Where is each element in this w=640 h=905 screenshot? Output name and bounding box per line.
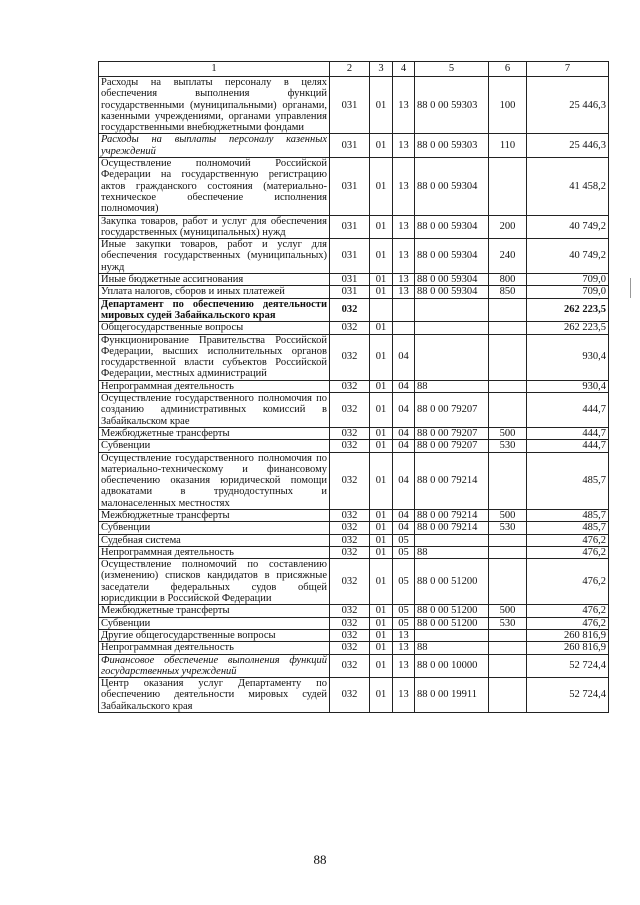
section-code-cell: 01 bbox=[370, 77, 393, 134]
ministry-code-cell: 032 bbox=[330, 427, 370, 439]
table-row bbox=[99, 274, 609, 286]
table-row bbox=[99, 629, 609, 641]
amount-cell: 485,7 bbox=[527, 522, 609, 534]
subsection-code-cell: 05 bbox=[393, 546, 415, 558]
amount-cell: 52 724,4 bbox=[527, 678, 609, 713]
expense-type-code-cell: 500 bbox=[489, 509, 527, 521]
subsection-code-cell: 13 bbox=[393, 158, 415, 215]
item-name-cell: Закупка товаров, работ и услуг для обеспечения государственных (муниципальных) нужд bbox=[99, 215, 330, 239]
expense-type-code-cell bbox=[489, 298, 527, 322]
ministry-code-cell: 032 bbox=[330, 393, 370, 428]
target-article-code-cell: 88 bbox=[415, 546, 489, 558]
section-code-cell: 01 bbox=[370, 334, 393, 380]
subsection-code-cell: 05 bbox=[393, 605, 415, 617]
item-name-cell: Межбюджетные трансферты bbox=[99, 605, 330, 617]
table-row bbox=[99, 534, 609, 546]
expense-type-code-cell: 530 bbox=[489, 522, 527, 534]
section-code-cell: 01 bbox=[370, 642, 393, 654]
subsection-code-cell: 13 bbox=[393, 286, 415, 298]
table-row bbox=[99, 654, 609, 678]
table-row bbox=[99, 546, 609, 558]
expense-type-code-cell bbox=[489, 334, 527, 380]
table-row bbox=[99, 380, 609, 392]
page-number: 88 bbox=[313, 852, 327, 867]
table-row bbox=[99, 77, 609, 134]
item-name-cell: Расходы на выплаты персоналу казенных учреждений bbox=[99, 134, 330, 158]
subsection-code-cell: 04 bbox=[393, 380, 415, 392]
amount-cell: 476,2 bbox=[527, 559, 609, 605]
ministry-code-cell: 032 bbox=[330, 559, 370, 605]
amount-cell: 485,7 bbox=[527, 452, 609, 509]
ministry-code-cell: 032 bbox=[330, 546, 370, 558]
expense-type-code-cell bbox=[489, 629, 527, 641]
amount-cell: 444,7 bbox=[527, 427, 609, 439]
item-name-cell: Субвенции bbox=[99, 522, 330, 534]
subsection-code-cell: 04 bbox=[393, 522, 415, 534]
subsection-code-cell bbox=[393, 322, 415, 334]
ministry-code-cell: 032 bbox=[330, 452, 370, 509]
table-row bbox=[99, 393, 609, 428]
amount-cell: 444,7 bbox=[527, 393, 609, 428]
ministry-code-cell: 031 bbox=[330, 158, 370, 215]
item-name-cell: Общегосударственные вопросы bbox=[99, 322, 330, 334]
expense-type-code-cell bbox=[489, 654, 527, 678]
amount-cell: 476,2 bbox=[527, 534, 609, 546]
ministry-code-cell: 032 bbox=[330, 605, 370, 617]
ministry-code-cell: 032 bbox=[330, 617, 370, 629]
expense-type-code-cell: 200 bbox=[489, 215, 527, 239]
subsection-code-cell: 13 bbox=[393, 239, 415, 274]
item-name-cell: Иные бюджетные ассигнования bbox=[99, 274, 330, 286]
subsection-code-cell: 13 bbox=[393, 134, 415, 158]
table-row bbox=[99, 509, 609, 521]
ministry-code-cell: 032 bbox=[330, 534, 370, 546]
target-article-code-cell: 88 0 00 59303 bbox=[415, 134, 489, 158]
target-article-code-cell: 88 0 00 51200 bbox=[415, 605, 489, 617]
amount-cell: 485,7 bbox=[527, 509, 609, 521]
subsection-code-cell: 04 bbox=[393, 452, 415, 509]
target-article-code-cell: 88 0 00 79207 bbox=[415, 440, 489, 452]
expense-type-code-cell bbox=[489, 452, 527, 509]
amount-cell: 444,7 bbox=[527, 440, 609, 452]
expense-type-code-cell bbox=[489, 642, 527, 654]
target-article-code-cell: 88 bbox=[415, 642, 489, 654]
target-article-code-cell bbox=[415, 629, 489, 641]
ministry-code-cell: 032 bbox=[330, 654, 370, 678]
amount-cell: 262 223,5 bbox=[527, 322, 609, 334]
section-code-cell: 01 bbox=[370, 605, 393, 617]
amount-cell: 476,2 bbox=[527, 617, 609, 629]
target-article-code-cell bbox=[415, 534, 489, 546]
subsection-code-cell: 04 bbox=[393, 440, 415, 452]
expense-type-code-cell bbox=[489, 380, 527, 392]
section-code-cell: 01 bbox=[370, 322, 393, 334]
target-article-code-cell: 88 0 00 59303 bbox=[415, 77, 489, 134]
section-code-cell: 01 bbox=[370, 522, 393, 534]
section-code-cell: 01 bbox=[370, 134, 393, 158]
section-code-cell: 01 bbox=[370, 158, 393, 215]
section-code-cell bbox=[370, 298, 393, 322]
expense-type-code-cell: 850 bbox=[489, 286, 527, 298]
ministry-code-cell: 032 bbox=[330, 440, 370, 452]
item-name-cell: Осуществление полномочий Российской Федерации на государственную регистрацию актов гражданского состояния (материально-техническое обеспечение исполнения полномочия) bbox=[99, 158, 330, 215]
amount-cell: 25 446,3 bbox=[527, 134, 609, 158]
section-code-cell: 01 bbox=[370, 678, 393, 713]
header-cell: 3 bbox=[370, 62, 393, 77]
expense-type-code-cell: 800 bbox=[489, 274, 527, 286]
section-code-cell: 01 bbox=[370, 509, 393, 521]
amount-cell: 476,2 bbox=[527, 546, 609, 558]
section-code-cell: 01 bbox=[370, 534, 393, 546]
section-code-cell: 01 bbox=[370, 274, 393, 286]
target-article-code-cell: 88 0 00 59304 bbox=[415, 239, 489, 274]
expense-type-code-cell bbox=[489, 322, 527, 334]
ministry-code-cell: 031 bbox=[330, 274, 370, 286]
header-cell: 4 bbox=[393, 62, 415, 77]
item-name-cell: Осуществление полномочий по составлению (изменению) списков кандидатов в присяжные заседатели федеральных судов общей юрисдикции в Российской Федерации bbox=[99, 559, 330, 605]
item-name-cell: Иные закупки товаров, работ и услуг для обеспечения государственных (муниципальных) нужд bbox=[99, 239, 330, 274]
table-row bbox=[99, 642, 609, 654]
target-article-code-cell: 88 0 00 79207 bbox=[415, 393, 489, 428]
item-name-cell: Департамент по обеспечению деятельности мировых судей Забайкальского края bbox=[99, 298, 330, 322]
amount-cell: 40 749,2 bbox=[527, 239, 609, 274]
target-article-code-cell: 88 0 00 19911 bbox=[415, 678, 489, 713]
table-row bbox=[99, 617, 609, 629]
subsection-code-cell: 05 bbox=[393, 559, 415, 605]
target-article-code-cell: 88 0 00 59304 bbox=[415, 274, 489, 286]
ministry-code-cell: 032 bbox=[330, 642, 370, 654]
ministry-code-cell: 032 bbox=[330, 678, 370, 713]
target-article-code-cell: 88 0 00 79207 bbox=[415, 427, 489, 439]
header-cell: 7 bbox=[527, 62, 609, 77]
amount-cell: 709,0 bbox=[527, 286, 609, 298]
expense-type-code-cell: 240 bbox=[489, 239, 527, 274]
subsection-code-cell: 13 bbox=[393, 678, 415, 713]
target-article-code-cell bbox=[415, 298, 489, 322]
expense-type-code-cell: 530 bbox=[489, 440, 527, 452]
item-name-cell: Осуществление государственного полномочия по материально-техническому и финансовому обеспечению оказания юридической помощи адвокатами в труднодоступных и малонаселенных местностях bbox=[99, 452, 330, 509]
target-article-code-cell: 88 0 00 51200 bbox=[415, 617, 489, 629]
subsection-code-cell: 13 bbox=[393, 629, 415, 641]
expense-type-code-cell bbox=[489, 393, 527, 428]
ministry-code-cell: 032 bbox=[330, 322, 370, 334]
item-name-cell: Межбюджетные трансферты bbox=[99, 509, 330, 521]
target-article-code-cell: 88 0 00 79214 bbox=[415, 509, 489, 521]
ministry-code-cell: 031 bbox=[330, 215, 370, 239]
section-code-cell: 01 bbox=[370, 654, 393, 678]
amount-cell: 476,2 bbox=[527, 605, 609, 617]
item-name-cell: Уплата налогов, сборов и иных платежей bbox=[99, 286, 330, 298]
item-name-cell: Субвенции bbox=[99, 617, 330, 629]
section-code-cell: 01 bbox=[370, 286, 393, 298]
ministry-code-cell: 031 bbox=[330, 239, 370, 274]
amount-cell: 709,0 bbox=[527, 274, 609, 286]
target-article-code-cell: 88 bbox=[415, 380, 489, 392]
item-name-cell: Непрограммная деятельность bbox=[99, 546, 330, 558]
item-name-cell: Функционирование Правительства Российской Федерации, высших исполнительных органов государственной власти субъектов Российской Федерации, местных администраций bbox=[99, 334, 330, 380]
section-code-cell: 01 bbox=[370, 380, 393, 392]
target-article-code-cell: 88 0 00 10000 bbox=[415, 654, 489, 678]
item-name-cell: Непрограммная деятельность bbox=[99, 380, 330, 392]
section-code-cell: 01 bbox=[370, 440, 393, 452]
amount-cell: 930,4 bbox=[527, 380, 609, 392]
table-row bbox=[99, 298, 609, 322]
amount-cell: 262 223,5 bbox=[527, 298, 609, 322]
expense-type-code-cell bbox=[489, 678, 527, 713]
table-row bbox=[99, 239, 609, 274]
item-name-cell: Межбюджетные трансферты bbox=[99, 427, 330, 439]
section-code-cell: 01 bbox=[370, 629, 393, 641]
item-name-cell: Расходы на выплаты персоналу в целях обеспечения выполнения функций государственными (муниципальными) органами, казенными учреждениями, органами управления государственными внебюджетными фондами bbox=[99, 77, 330, 134]
table-row bbox=[99, 322, 609, 334]
subsection-code-cell: 04 bbox=[393, 427, 415, 439]
target-article-code-cell: 88 0 00 79214 bbox=[415, 452, 489, 509]
target-article-code-cell: 88 0 00 79214 bbox=[415, 522, 489, 534]
header-cell: 6 bbox=[489, 62, 527, 77]
amount-cell: 260 816,9 bbox=[527, 642, 609, 654]
expense-type-code-cell: 110 bbox=[489, 134, 527, 158]
expense-type-code-cell: 500 bbox=[489, 605, 527, 617]
subsection-code-cell bbox=[393, 298, 415, 322]
table-row bbox=[99, 286, 609, 298]
ministry-code-cell: 032 bbox=[330, 380, 370, 392]
ministry-code-cell: 031 bbox=[330, 286, 370, 298]
target-article-code-cell bbox=[415, 334, 489, 380]
target-article-code-cell: 88 0 00 51200 bbox=[415, 559, 489, 605]
ministry-code-cell: 031 bbox=[330, 77, 370, 134]
subsection-code-cell: 13 bbox=[393, 77, 415, 134]
subsection-code-cell: 04 bbox=[393, 509, 415, 521]
amount-cell: 40 749,2 bbox=[527, 215, 609, 239]
ministry-code-cell: 032 bbox=[330, 334, 370, 380]
item-name-cell: Непрограммная деятельность bbox=[99, 642, 330, 654]
section-code-cell: 01 bbox=[370, 617, 393, 629]
table-row bbox=[99, 452, 609, 509]
expense-type-code-cell: 100 bbox=[489, 77, 527, 134]
table-row bbox=[99, 559, 609, 605]
ministry-code-cell: 031 bbox=[330, 134, 370, 158]
item-name-cell: Судебная система bbox=[99, 534, 330, 546]
section-code-cell: 01 bbox=[370, 452, 393, 509]
expense-type-code-cell bbox=[489, 534, 527, 546]
subsection-code-cell: 13 bbox=[393, 274, 415, 286]
table-row bbox=[99, 522, 609, 534]
header-row bbox=[99, 62, 609, 77]
section-code-cell: 01 bbox=[370, 427, 393, 439]
amount-cell: 41 458,2 bbox=[527, 158, 609, 215]
amount-cell: 930,4 bbox=[527, 334, 609, 380]
ministry-code-cell: 032 bbox=[330, 522, 370, 534]
expense-type-code-cell bbox=[489, 158, 527, 215]
subsection-code-cell: 13 bbox=[393, 215, 415, 239]
table-row bbox=[99, 678, 609, 713]
item-name-cell: Осуществление государственного полномочия по созданию административных комиссий в Забайкальском крае bbox=[99, 393, 330, 428]
section-code-cell: 01 bbox=[370, 239, 393, 274]
target-article-code-cell: 88 0 00 59304 bbox=[415, 158, 489, 215]
expense-type-code-cell: 530 bbox=[489, 617, 527, 629]
table-row bbox=[99, 334, 609, 380]
subsection-code-cell: 04 bbox=[393, 393, 415, 428]
table-row bbox=[99, 440, 609, 452]
section-code-cell: 01 bbox=[370, 215, 393, 239]
section-code-cell: 01 bbox=[370, 559, 393, 605]
scan-edge-mark bbox=[630, 278, 631, 298]
table-row bbox=[99, 605, 609, 617]
table-row bbox=[99, 134, 609, 158]
item-name-cell: Центр оказания услуг Департаменту по обеспечению деятельности мировых судей Забайкальского края bbox=[99, 678, 330, 713]
section-code-cell: 01 bbox=[370, 546, 393, 558]
budget-table bbox=[98, 61, 609, 713]
table-row bbox=[99, 427, 609, 439]
target-article-code-cell: 88 0 00 59304 bbox=[415, 286, 489, 298]
header-cell: 2 bbox=[330, 62, 370, 77]
expense-type-code-cell bbox=[489, 546, 527, 558]
header-cell: 5 bbox=[415, 62, 489, 77]
amount-cell: 25 446,3 bbox=[527, 77, 609, 134]
ministry-code-cell: 032 bbox=[330, 509, 370, 521]
ministry-code-cell: 032 bbox=[330, 629, 370, 641]
subsection-code-cell: 05 bbox=[393, 617, 415, 629]
expense-type-code-cell: 500 bbox=[489, 427, 527, 439]
subsection-code-cell: 05 bbox=[393, 534, 415, 546]
subsection-code-cell: 13 bbox=[393, 654, 415, 678]
expense-type-code-cell bbox=[489, 559, 527, 605]
item-name-cell: Другие общегосударственные вопросы bbox=[99, 629, 330, 641]
item-name-cell: Финансовое обеспечение выполнения функций государственных учреждений bbox=[99, 654, 330, 678]
section-code-cell: 01 bbox=[370, 393, 393, 428]
table-row bbox=[99, 158, 609, 215]
target-article-code-cell bbox=[415, 322, 489, 334]
subsection-code-cell: 04 bbox=[393, 334, 415, 380]
amount-cell: 52 724,4 bbox=[527, 654, 609, 678]
target-article-code-cell: 88 0 00 59304 bbox=[415, 215, 489, 239]
ministry-code-cell: 032 bbox=[330, 298, 370, 322]
subsection-code-cell: 13 bbox=[393, 642, 415, 654]
item-name-cell: Субвенции bbox=[99, 440, 330, 452]
amount-cell: 260 816,9 bbox=[527, 629, 609, 641]
header-cell: 1 bbox=[99, 62, 330, 77]
table-row bbox=[99, 215, 609, 239]
